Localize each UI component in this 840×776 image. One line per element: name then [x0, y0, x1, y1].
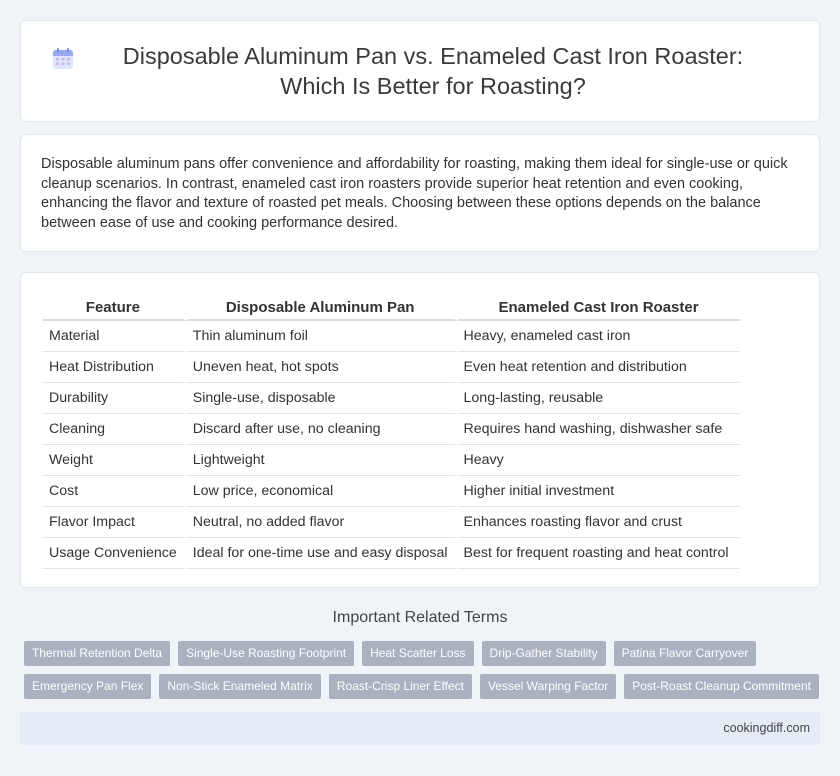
- table-row: [43, 321, 740, 352]
- cast-iron-cell: Long-lasting, reusable: [458, 383, 740, 414]
- cast-iron-cell: Heavy, enameled cast iron: [458, 321, 740, 352]
- table-row: [43, 383, 740, 414]
- table-row: [43, 352, 740, 383]
- feature-cell: Flavor Impact: [43, 507, 187, 538]
- related-term-tag[interactable]: Emergency Pan Flex: [24, 674, 151, 699]
- related-terms: [24, 641, 814, 707]
- feature-cell: Weight: [43, 445, 187, 476]
- column-header-cast-iron-roaster: Enameled Cast Iron Roaster: [458, 295, 740, 321]
- related-term-tag[interactable]: Non-Stick Enameled Matrix: [159, 674, 320, 699]
- aluminum-pan-cell: Single-use, disposable: [187, 383, 458, 414]
- footer-site-link[interactable]: cookingdiff.com: [723, 721, 810, 735]
- aluminum-pan-cell: Uneven heat, hot spots: [187, 352, 458, 383]
- page-title: Disposable Aluminum Pan vs. Enameled Cast Iron Roaster: Which Is Better for Roasting?: [122, 43, 744, 99]
- related-term-tag[interactable]: Heat Scatter Loss: [362, 641, 473, 666]
- comparison-table-card: [20, 272, 820, 588]
- table-row: [43, 507, 740, 538]
- related-terms-heading: Important Related Terms: [332, 609, 508, 626]
- feature-cell: Material: [43, 321, 187, 352]
- feature-cell: Cleaning: [43, 414, 187, 445]
- cast-iron-cell: Best for frequent roasting and heat control: [458, 538, 740, 569]
- table-header-row: [43, 295, 740, 321]
- feature-cell: Durability: [43, 383, 187, 414]
- footer: [20, 712, 820, 745]
- cast-iron-cell: Even heat retention and distribution: [458, 352, 740, 383]
- aluminum-pan-cell: Neutral, no added flavor: [187, 507, 458, 538]
- aluminum-pan-cell: Ideal for one-time use and easy disposal: [187, 538, 458, 569]
- comparison-table: [43, 295, 740, 569]
- related-term-tag[interactable]: Single-Use Roasting Footprint: [178, 641, 354, 666]
- related-term-tag[interactable]: Drip-Gather Stability: [482, 641, 606, 666]
- feature-cell: Cost: [43, 476, 187, 507]
- title-card: [20, 20, 820, 122]
- cast-iron-cell: Heavy: [458, 445, 740, 476]
- cast-iron-cell: Higher initial investment: [458, 476, 740, 507]
- column-header-aluminum-pan: Disposable Aluminum Pan: [187, 295, 458, 321]
- related-term-tag[interactable]: Thermal Retention Delta: [24, 641, 170, 666]
- feature-cell: Usage Convenience: [43, 538, 187, 569]
- aluminum-pan-cell: Lightweight: [187, 445, 458, 476]
- feature-cell: Heat Distribution: [43, 352, 187, 383]
- table-row: [43, 414, 740, 445]
- related-terms-row: [24, 674, 814, 699]
- aluminum-pan-cell: Low price, economical: [187, 476, 458, 507]
- intro-card: [20, 134, 820, 252]
- related-terms-row: [24, 641, 814, 666]
- aluminum-pan-cell: Discard after use, no cleaning: [187, 414, 458, 445]
- related-term-tag[interactable]: Vessel Warping Factor: [480, 674, 616, 699]
- column-header-feature: Feature: [43, 295, 187, 321]
- aluminum-pan-cell: Thin aluminum foil: [187, 321, 458, 352]
- table-row: [43, 476, 740, 507]
- related-term-tag[interactable]: Roast-Crisp Liner Effect: [329, 674, 472, 699]
- related-term-tag[interactable]: Patina Flavor Carryover: [614, 641, 757, 666]
- related-term-tag[interactable]: Post-Roast Cleanup Commitment: [624, 674, 819, 699]
- intro-paragraph: Disposable aluminum pans offer convenience and affordability for roasting, making them ideal for single-use or quick cleanup scenarios. In contrast, enameled cast iron roasters provide superior heat retention and even cooking, enhancing the flavor and texture of roasted pet meals. Choosing between these options depends on the balance between ease of use and cooking performance desired.: [41, 156, 788, 231]
- cast-iron-cell: Enhances roasting flavor and crust: [458, 507, 740, 538]
- table-row: [43, 538, 740, 569]
- table-row: [43, 445, 740, 476]
- cast-iron-cell: Requires hand washing, dishwasher safe: [458, 414, 740, 445]
